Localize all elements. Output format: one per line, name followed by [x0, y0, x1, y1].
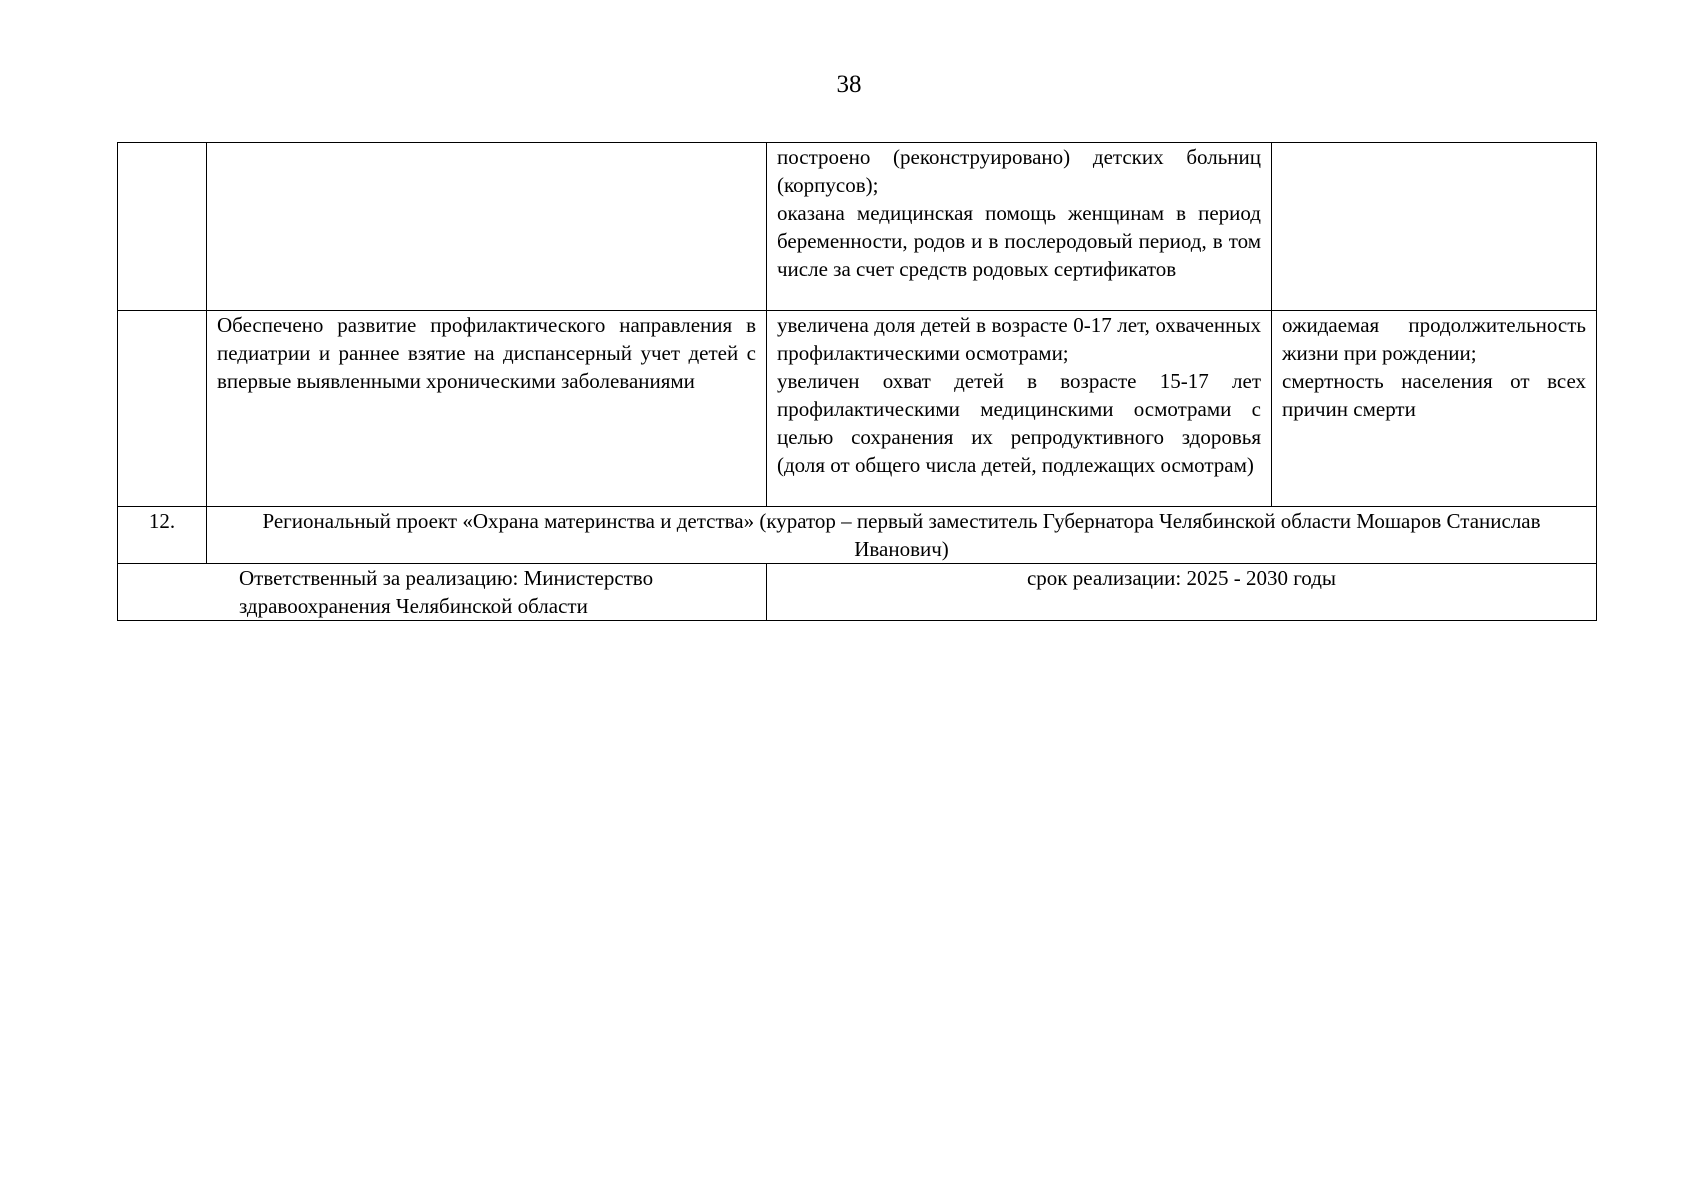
result-item: оказана медицинская помощь женщинам в период беременности, родов и в послеродовый период, в том числе за счет средств родовых сертификатов: [777, 201, 1261, 281]
result-item: построено (реконструировано) детских больниц (корпусов);: [777, 145, 1261, 197]
task-cell: [207, 311, 767, 507]
task-cell: [207, 143, 767, 311]
task-text: Обеспечено развитие профилактического направления в педиатрии и раннее взятие на диспансерный учет детей с впервые выявленными хроническими заболеваниями: [217, 313, 756, 393]
results-cell: [767, 311, 1272, 507]
result-item: увеличена доля детей в возрасте 0-17 лет, охваченных профилактическими осмотрами;: [777, 313, 1261, 365]
table-row-responsible: [118, 564, 1597, 621]
indicators-cell: [1272, 143, 1597, 311]
number-cell: [118, 311, 207, 507]
results-cell: [767, 143, 1272, 311]
indicator-item: ожидаемая продолжительность жизни при рождении;: [1282, 313, 1586, 365]
number-cell: [118, 143, 207, 311]
table-row-continuation: [118, 143, 1597, 311]
project-number: 12.: [118, 507, 207, 564]
table-row-project: [118, 507, 1597, 564]
project-title: Региональный проект «Охрана материнства и детства» (куратор – первый заместитель Губернатора Челябинской области Мошаров Станислав Иванович): [207, 507, 1597, 564]
indicators-cell: [1272, 311, 1597, 507]
responsible-text: Ответственный за реализацию: Министерство здравоохранения Челябинской области: [118, 564, 767, 621]
table-row-pediatrics: [118, 311, 1597, 507]
deadline-text: срок реализации: 2025 - 2030 годы: [767, 564, 1597, 621]
result-item: увеличен охват детей в возрасте 15-17 лет профилактическими медицинскими осмотрами с целью сохранения их репродуктивного здоровья (доля от общего числа детей, подлежащих осмотрам): [777, 369, 1261, 477]
projects-table: [117, 142, 1597, 621]
indicator-item: смертность населения от всех причин смерти: [1282, 369, 1586, 421]
page-number: 38: [836, 71, 862, 98]
